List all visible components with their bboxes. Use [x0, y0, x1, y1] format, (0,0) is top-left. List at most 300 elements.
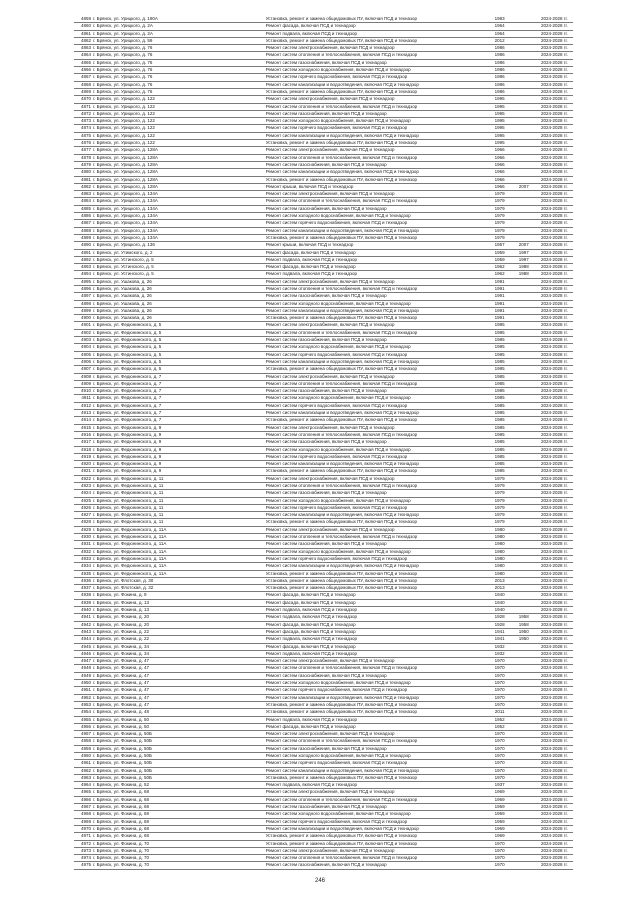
- build-year-cell: 1966: [488, 176, 512, 183]
- table-row: [74, 628, 573, 635]
- build-year-cell: 1970: [488, 855, 512, 862]
- build-year-cell: 1969: [488, 833, 512, 840]
- planned-period-cell: 2024-2028 гг.: [536, 847, 573, 854]
- build-year-cell: 1995: [488, 110, 512, 117]
- planned-period-cell: 2024-2028 гг.: [536, 709, 573, 716]
- work-type-cell: Ремонт систем горячего водоснабжения, включая ПСД и технадзор: [265, 818, 488, 825]
- row-number: 4955: [74, 716, 92, 723]
- address-cell: г. Брянск, ул. Фокина, д. 70: [92, 862, 265, 869]
- planned-period-cell: 2024-2028 гг.: [536, 862, 573, 869]
- planned-period-cell: 2024-2028 гг.: [536, 738, 573, 745]
- table-row: [74, 541, 573, 548]
- planned-period-cell: 2024-2028 гг.: [536, 118, 573, 125]
- row-number: 4859: [74, 16, 92, 23]
- work-type-cell: Ремонт систем электроснабжения, включая ПСД и технадзор: [265, 45, 488, 52]
- address-cell: г. Брянск, ул. Федюнинского, д. 11А: [92, 570, 265, 577]
- row-number: 4953: [74, 701, 92, 708]
- address-cell: г. Брянск, ул. Урицкого, д. 128А: [92, 154, 265, 161]
- row-number: 4948: [74, 665, 92, 672]
- row-number: 4874: [74, 125, 92, 132]
- address-cell: г. Брянск, ул. Урицкого, д. 134А: [92, 191, 265, 198]
- table-row: [74, 154, 573, 161]
- table-body: [74, 16, 573, 869]
- planned-period-cell: 2024-2028 гг.: [536, 154, 573, 161]
- planned-period-cell: 2024-2028 гг.: [536, 205, 573, 212]
- renovation-year-cell: [512, 701, 536, 708]
- build-year-cell: 1970: [488, 745, 512, 752]
- row-number: 4969: [74, 818, 92, 825]
- planned-period-cell: 2024-2028 гг.: [536, 410, 573, 417]
- row-number: 4897: [74, 293, 92, 300]
- address-cell: г. Брянск, ул. Федюнинского, д. 11А: [92, 526, 265, 533]
- address-cell: г. Брянск, ул. Фокина, д. 20: [92, 621, 265, 628]
- work-type-cell: Установка, ремонт и замена общедомовых ПУ, включая ПСД и техназор: [265, 774, 488, 781]
- row-number: 4957: [74, 731, 92, 738]
- planned-period-cell: 2024-2028 гг.: [536, 16, 573, 23]
- work-type-cell: Ремонт систем канализации и водоотведения, включая ПСД и технадзор: [265, 825, 488, 832]
- table-row: [74, 337, 573, 344]
- work-type-cell: Установка, ремонт и замена общедомовых ПУ, включая ПСД и техназор: [265, 833, 488, 840]
- build-year-cell: 1932: [488, 643, 512, 650]
- row-number: 4938: [74, 592, 92, 599]
- build-year-cell: 1969: [488, 825, 512, 832]
- address-cell: г. Брянск, ул. Федюнинского, д. 5: [92, 322, 265, 329]
- planned-period-cell: 2024-2028 гг.: [536, 490, 573, 497]
- planned-period-cell: 2024-2028 гг.: [536, 373, 573, 380]
- work-type-cell: Ремонт фасада, включая ПСД и технадзор: [265, 592, 488, 599]
- build-year-cell: 1952: [488, 716, 512, 723]
- table-row: [74, 125, 573, 132]
- row-number: 4899: [74, 307, 92, 314]
- work-type-cell: Ремонт фасада, включая ПСД и технадзор: [265, 621, 488, 628]
- planned-period-cell: 2024-2028 гг.: [536, 81, 573, 88]
- planned-period-cell: 2024-2028 гг.: [536, 37, 573, 44]
- build-year-cell: 1985: [488, 446, 512, 453]
- planned-period-cell: 2024-2028 гг.: [536, 468, 573, 475]
- table-row: [74, 563, 573, 570]
- address-cell: г. Брянск, ул. Устинского, д. 5: [92, 264, 265, 271]
- work-type-cell: Ремонт крыши, включая ПСД и технадзор: [265, 183, 488, 190]
- address-cell: г. Брянск, ул. Федюнинского, д. 5: [92, 329, 265, 336]
- address-cell: г. Брянск, ул. Урицкого, д. 2А: [92, 30, 265, 37]
- row-number: 4869: [74, 88, 92, 95]
- planned-period-cell: 2024-2028 гг.: [536, 140, 573, 147]
- build-year-cell: 1979: [488, 483, 512, 490]
- build-year-cell: 1985: [488, 344, 512, 351]
- renovation-year-cell: [512, 468, 536, 475]
- build-year-cell: 1979: [488, 497, 512, 504]
- build-year-cell: 1979: [488, 198, 512, 205]
- renovation-year-cell: [512, 665, 536, 672]
- work-type-cell: Ремонт систем газоснабжения, включая ПСД и технадзор: [265, 161, 488, 168]
- address-cell: г. Брянск, ул. Ушакова, д. 26: [92, 278, 265, 285]
- table-row: [74, 213, 573, 220]
- renovation-year-cell: [512, 650, 536, 657]
- table-row: [74, 205, 573, 212]
- planned-period-cell: 2024-2028 гг.: [536, 431, 573, 438]
- table-row: [74, 103, 573, 110]
- address-cell: г. Брянск, ул. Фокина, д. 70: [92, 847, 265, 854]
- row-number: 4922: [74, 475, 92, 482]
- work-type-cell: Ремонт систем холодного водоснабжения, включая ПСД и технадзор: [265, 395, 488, 402]
- table-row: [74, 570, 573, 577]
- build-year-cell: 1980: [488, 548, 512, 555]
- row-number: 4878: [74, 154, 92, 161]
- row-number: 4968: [74, 811, 92, 818]
- address-cell: г. Брянск, ул. Фокина, д. 50Б: [92, 760, 265, 767]
- build-year-cell: 1985: [488, 424, 512, 431]
- renovation-year-cell: [512, 570, 536, 577]
- address-cell: г. Брянск, ул. Федюнинского, д. 7: [92, 410, 265, 417]
- address-cell: г. Брянск, ул. Урицкого, д. 122: [92, 96, 265, 103]
- renovation-year-cell: [512, 497, 536, 504]
- row-number: 4873: [74, 118, 92, 125]
- renovation-year-cell: [512, 709, 536, 716]
- row-number: 4898: [74, 300, 92, 307]
- build-year-cell: 1969: [488, 789, 512, 796]
- planned-period-cell: 2024-2028 гг.: [536, 213, 573, 220]
- renovation-year-cell: [512, 388, 536, 395]
- row-number: 4963: [74, 774, 92, 781]
- renovation-year-cell: [512, 23, 536, 30]
- renovation-year-cell: [512, 825, 536, 832]
- work-type-cell: Ремонт подвала, включая ПСД и технадзор: [265, 636, 488, 643]
- work-type-cell: Ремонт систем отопления и теплоснабжения, включая ПСД и технадзор: [265, 198, 488, 205]
- address-cell: г. Брянск, ул. Федюнинского, д. 7: [92, 395, 265, 402]
- address-cell: г. Брянск, ул. Урицкого, д. 2А: [92, 23, 265, 30]
- renovation-year-cell: [512, 322, 536, 329]
- planned-period-cell: 2024-2028 гг.: [536, 191, 573, 198]
- planned-period-cell: 2024-2028 гг.: [536, 67, 573, 74]
- build-year-cell: 1979: [488, 490, 512, 497]
- planned-period-cell: 2024-2028 гг.: [536, 227, 573, 234]
- work-type-cell: Установка, ремонт и замена общедомовых ПУ, включая ПСД и техназор: [265, 570, 488, 577]
- planned-period-cell: 2024-2028 гг.: [536, 220, 573, 227]
- table-row: [74, 220, 573, 227]
- planned-period-cell: 2024-2028 гг.: [536, 628, 573, 635]
- build-year-cell: 1941: [488, 636, 512, 643]
- build-year-cell: 1969: [488, 796, 512, 803]
- renovation-year-cell: [512, 767, 536, 774]
- planned-period-cell: 2024-2028 гг.: [536, 249, 573, 256]
- table-row: [74, 74, 573, 81]
- renovation-year-cell: [512, 205, 536, 212]
- address-cell: г. Брянск, ул. Урицкого, д. 134А: [92, 234, 265, 241]
- work-type-cell: Ремонт систем отопления и теплоснабжения, включая ПСД и технадзор: [265, 665, 488, 672]
- renovation-year-cell: [512, 410, 536, 417]
- renovation-year-cell: [512, 431, 536, 438]
- work-type-cell: Ремонт подвала, включая ПСД и технадзор: [265, 614, 488, 621]
- work-type-cell: Установка, ремонт и замена общедомовых ПУ, включая ПСД и техназор: [265, 16, 488, 23]
- table-row: [74, 300, 573, 307]
- work-type-cell: Установка, ремонт и замена общедомовых ПУ, включая ПСД и техназор: [265, 709, 488, 716]
- planned-period-cell: 2024-2028 гг.: [536, 453, 573, 460]
- table-row: [74, 483, 573, 490]
- build-year-cell: 1962: [488, 264, 512, 271]
- build-year-cell: 1979: [488, 220, 512, 227]
- row-number: 4937: [74, 585, 92, 592]
- work-type-cell: Установка, ремонт и замена общедомовых ПУ, включая ПСД и техназор: [265, 366, 488, 373]
- work-type-cell: Ремонт подвала, включая ПСД и технадзор: [265, 271, 488, 278]
- address-cell: г. Брянск, ул. Фокина, д. 68: [92, 811, 265, 818]
- address-cell: г. Брянск, ул. Федюнинского, д. 11: [92, 497, 265, 504]
- table-row: [74, 847, 573, 854]
- renovation-year-cell: 1950: [512, 628, 536, 635]
- work-type-cell: Установка, ремонт и замена общедомовых ПУ, включая ПСД и техназор: [265, 701, 488, 708]
- planned-period-cell: 2024-2028 гг.: [536, 555, 573, 562]
- address-cell: г. Брянск, ул. Федюнинского, д. 7: [92, 380, 265, 387]
- planned-period-cell: 2024-2028 гг.: [536, 351, 573, 358]
- work-type-cell: Установка, ремонт и замена общедомовых ПУ, включая ПСД и техназор: [265, 840, 488, 847]
- renovation-year-cell: [512, 774, 536, 781]
- work-type-cell: Ремонт систем канализации и водоотведения, включая ПСД и технадзор: [265, 358, 488, 365]
- address-cell: г. Брянск, ул. Урицкого, д. 76: [92, 59, 265, 66]
- table-row: [74, 249, 573, 256]
- work-type-cell: Установка, ремонт и замена общедомовых ПУ, включая ПСД и техназор: [265, 519, 488, 526]
- table-row: [74, 548, 573, 555]
- table-row: [74, 825, 573, 832]
- planned-period-cell: 2024-2028 гг.: [536, 183, 573, 190]
- table-row: [74, 16, 573, 23]
- address-cell: г. Брянск, ул. Фокина, д. 20: [92, 614, 265, 621]
- build-year-cell: 2012: [488, 37, 512, 44]
- table-row: [74, 329, 573, 336]
- renovation-year-cell: [512, 96, 536, 103]
- work-type-cell: Ремонт систем отопления и теплоснабжения, включая ПСД и технадзор: [265, 380, 488, 387]
- work-type-cell: Ремонт систем холодного водоснабжения, включая ПСД и технадзор: [265, 300, 488, 307]
- address-cell: г. Брянск, ул. Федюнинского, д. 5: [92, 358, 265, 365]
- address-cell: г. Брянск, ул. Фокина, д. 68: [92, 818, 265, 825]
- row-number: 4882: [74, 183, 92, 190]
- planned-period-cell: 2024-2028 гг.: [536, 687, 573, 694]
- table-row: [74, 621, 573, 628]
- renovation-year-cell: [512, 278, 536, 285]
- planned-period-cell: 2024-2028 гг.: [536, 96, 573, 103]
- table-row: [74, 118, 573, 125]
- address-cell: г. Брянск, ул. Урицкого, д. 134А: [92, 198, 265, 205]
- address-cell: г. Брянск, ул. Ушакова, д. 26: [92, 300, 265, 307]
- build-year-cell: 1980: [488, 526, 512, 533]
- build-year-cell: 1991: [488, 307, 512, 314]
- table-row: [74, 227, 573, 234]
- build-year-cell: 1995: [488, 103, 512, 110]
- planned-period-cell: 2024-2028 гг.: [536, 621, 573, 628]
- work-type-cell: Ремонт систем канализации и водоотведения, включая ПСД и технадзор: [265, 694, 488, 701]
- planned-period-cell: 2024-2028 гг.: [536, 680, 573, 687]
- work-type-cell: Ремонт систем горячего водоснабжения, включая ПСД и технадзор: [265, 220, 488, 227]
- renovation-year-cell: [512, 293, 536, 300]
- renovation-year-cell: [512, 191, 536, 198]
- address-cell: г. Брянск, ул. Урицкого, д. 128А: [92, 169, 265, 176]
- address-cell: г. Брянск, ул. Федюнинского, д. 9: [92, 424, 265, 431]
- build-year-cell: 1966: [488, 147, 512, 154]
- planned-period-cell: 2024-2028 гг.: [536, 285, 573, 292]
- renovation-year-cell: [512, 307, 536, 314]
- work-type-cell: Ремонт систем газоснабжения, включая ПСД и технадзор: [265, 672, 488, 679]
- build-year-cell: 1986: [488, 67, 512, 74]
- build-year-cell: 1970: [488, 760, 512, 767]
- planned-period-cell: 2024-2028 гг.: [536, 534, 573, 541]
- planned-period-cell: 2024-2028 гг.: [536, 497, 573, 504]
- table-row: [74, 774, 573, 781]
- row-number: 4862: [74, 37, 92, 44]
- renovation-year-cell: 1958: [512, 621, 536, 628]
- renovation-year-cell: [512, 147, 536, 154]
- address-cell: г. Брянск, ул. Фокина, д. 50Б: [92, 752, 265, 759]
- renovation-year-cell: [512, 285, 536, 292]
- renovation-year-cell: [512, 534, 536, 541]
- address-cell: г. Брянск, ул. Фокина, д. 47: [92, 680, 265, 687]
- row-number: 4966: [74, 796, 92, 803]
- work-type-cell: Ремонт систем электроснабжения, включая ПСД и технадзор: [265, 731, 488, 738]
- address-cell: г. Брянск, ул. Урицкого, д. 122: [92, 103, 265, 110]
- address-cell: г. Брянск, ул. Фокина, д. 47: [92, 687, 265, 694]
- planned-period-cell: 2024-2028 гг.: [536, 483, 573, 490]
- renovation-year-cell: [512, 154, 536, 161]
- work-type-cell: Ремонт систем горячего водоснабжения, включая ПСД и технадзор: [265, 402, 488, 409]
- work-type-cell: Ремонт систем горячего водоснабжения, включая ПСД и технадзор: [265, 760, 488, 767]
- work-type-cell: Ремонт систем канализации и водоотведения, включая ПСД и технадзор: [265, 307, 488, 314]
- build-year-cell: 1970: [488, 840, 512, 847]
- work-type-cell: Ремонт систем газоснабжения, включая ПСД и технадзор: [265, 293, 488, 300]
- work-type-cell: Ремонт систем газоснабжения, включая ПСД и технадзор: [265, 804, 488, 811]
- planned-period-cell: 2024-2028 гг.: [536, 88, 573, 95]
- build-year-cell: 1985: [488, 410, 512, 417]
- table-row: [74, 577, 573, 584]
- address-cell: г. Брянск, ул. Урицкого, д. 122: [92, 110, 265, 117]
- address-cell: г. Брянск, ул. Федюнинского, д. 11А: [92, 541, 265, 548]
- build-year-cell: 1991: [488, 293, 512, 300]
- renovation-year-cell: [512, 840, 536, 847]
- row-number: 4872: [74, 110, 92, 117]
- address-cell: г. Брянск, ул. Фокина, д. 70: [92, 855, 265, 862]
- build-year-cell: 1986: [488, 45, 512, 52]
- renovation-year-cell: [512, 373, 536, 380]
- table-row: [74, 140, 573, 147]
- address-cell: г. Брянск, ул. Фокина, д. 68: [92, 833, 265, 840]
- renovation-year-cell: [512, 446, 536, 453]
- planned-period-cell: 2024-2028 гг.: [536, 716, 573, 723]
- planned-period-cell: 2024-2028 гг.: [536, 169, 573, 176]
- work-type-cell: Ремонт подвала, включая ПСД и технадзор: [265, 607, 488, 614]
- renovation-year-cell: [512, 855, 536, 862]
- renovation-year-cell: [512, 81, 536, 88]
- work-type-cell: Ремонт систем отопления и теплоснабжения, включая ПСД и технадзор: [265, 855, 488, 862]
- row-number: 4967: [74, 804, 92, 811]
- row-number: 4904: [74, 344, 92, 351]
- row-number: 4946: [74, 650, 92, 657]
- work-type-cell: Ремонт подвала, включая ПСД и технадзор: [265, 30, 488, 37]
- planned-period-cell: 2024-2028 гг.: [536, 752, 573, 759]
- work-type-cell: Ремонт систем электроснабжения, включая ПСД и технадзор: [265, 191, 488, 198]
- address-cell: г. Брянск, ул. Фокина, д. 13: [92, 599, 265, 606]
- build-year-cell: 1985: [488, 402, 512, 409]
- table-row: [74, 388, 573, 395]
- address-cell: г. Брянск, ул. Федюнинского, д. 11А: [92, 534, 265, 541]
- renovation-year-cell: [512, 687, 536, 694]
- work-type-cell: Ремонт систем холодного водоснабжения, включая ПСД и технадзор: [265, 548, 488, 555]
- table-row: [74, 278, 573, 285]
- table-row: [74, 658, 573, 665]
- address-cell: г. Брянск, ул. Федюнинского, д. 9: [92, 468, 265, 475]
- build-year-cell: 1985: [488, 380, 512, 387]
- renovation-year-cell: [512, 140, 536, 147]
- address-cell: г. Брянск, ул. Урицкого, д. 134А: [92, 227, 265, 234]
- address-cell: г. Брянск, ул. Фокина, д. 22: [92, 636, 265, 643]
- row-number: 4920: [74, 461, 92, 468]
- table-row: [74, 23, 573, 30]
- address-cell: г. Брянск, ул. Федюнинского, д. 5: [92, 366, 265, 373]
- planned-period-cell: 2024-2028 гг.: [536, 234, 573, 241]
- build-year-cell: 1970: [488, 774, 512, 781]
- planned-period-cell: 2024-2028 гг.: [536, 242, 573, 249]
- table-row: [74, 366, 573, 373]
- row-number: 4900: [74, 315, 92, 322]
- work-type-cell: Ремонт систем холодного водоснабжения, включая ПСД и технадзор: [265, 213, 488, 220]
- address-cell: г. Брянск, ул. Фокина, д. 34: [92, 650, 265, 657]
- work-type-cell: Ремонт систем холодного водоснабжения, включая ПСД и технадзор: [265, 344, 488, 351]
- renovation-year-cell: [512, 220, 536, 227]
- build-year-cell: 1952: [488, 723, 512, 730]
- table-row: [74, 453, 573, 460]
- table-row: [74, 81, 573, 88]
- work-type-cell: Установка, ремонт и замена общедомовых ПУ, включая ПСД и техназор: [265, 176, 488, 183]
- row-number: 4958: [74, 738, 92, 745]
- address-cell: г. Брянск, ул. Урицкого, д. 134А: [92, 213, 265, 220]
- address-cell: г. Брянск, ул. Устинского, д. 5: [92, 271, 265, 278]
- build-year-cell: 1991: [488, 285, 512, 292]
- build-year-cell: 1991: [488, 278, 512, 285]
- address-cell: г. Брянск, ул. Федюнинского, д. 11: [92, 512, 265, 519]
- work-type-cell: Ремонт систем холодного водоснабжения, включая ПСД и технадзор: [265, 497, 488, 504]
- build-year-cell: 1985: [488, 358, 512, 365]
- work-type-cell: Ремонт систем отопления и теплоснабжения, включая ПСД и технадзор: [265, 285, 488, 292]
- address-cell: г. Брянск, ул. Фокина, д. 68: [92, 825, 265, 832]
- row-number: 4908: [74, 373, 92, 380]
- renovation-year-cell: [512, 424, 536, 431]
- row-number: 4927: [74, 512, 92, 519]
- planned-period-cell: 2024-2028 гг.: [536, 475, 573, 482]
- work-type-cell: Ремонт систем отопления и теплоснабжения, включая ПСД и технадзор: [265, 329, 488, 336]
- work-type-cell: Ремонт систем газоснабжения, включая ПСД и технадзор: [265, 541, 488, 548]
- row-number: 4868: [74, 81, 92, 88]
- address-cell: г. Брянск, ул. Фокина, д. 47: [92, 694, 265, 701]
- row-number: 4884: [74, 198, 92, 205]
- build-year-cell: 1964: [488, 30, 512, 37]
- renovation-year-cell: [512, 315, 536, 322]
- renovation-year-cell: [512, 555, 536, 562]
- renovation-year-cell: [512, 731, 536, 738]
- row-number: 4910: [74, 388, 92, 395]
- work-type-cell: Ремонт фасада, включая ПСД и технадзор: [265, 23, 488, 30]
- planned-period-cell: 2024-2028 гг.: [536, 366, 573, 373]
- work-type-cell: Ремонт систем отопления и теплоснабжения, включая ПСД и технадзор: [265, 52, 488, 59]
- build-year-cell: 1962: [488, 271, 512, 278]
- planned-period-cell: 2024-2028 гг.: [536, 796, 573, 803]
- renovation-year-cell: [512, 88, 536, 95]
- row-number: 4886: [74, 213, 92, 220]
- planned-period-cell: 2024-2028 гг.: [536, 782, 573, 789]
- table-row: [74, 665, 573, 672]
- planned-period-cell: 2024-2028 гг.: [536, 665, 573, 672]
- row-number: 4925: [74, 497, 92, 504]
- row-number: 4867: [74, 74, 92, 81]
- row-number: 4864: [74, 52, 92, 59]
- planned-period-cell: 2024-2028 гг.: [536, 358, 573, 365]
- address-cell: г. Брянск, ул. Федюнинского, д. 7: [92, 373, 265, 380]
- renovation-year-cell: [512, 512, 536, 519]
- build-year-cell: 1970: [488, 694, 512, 701]
